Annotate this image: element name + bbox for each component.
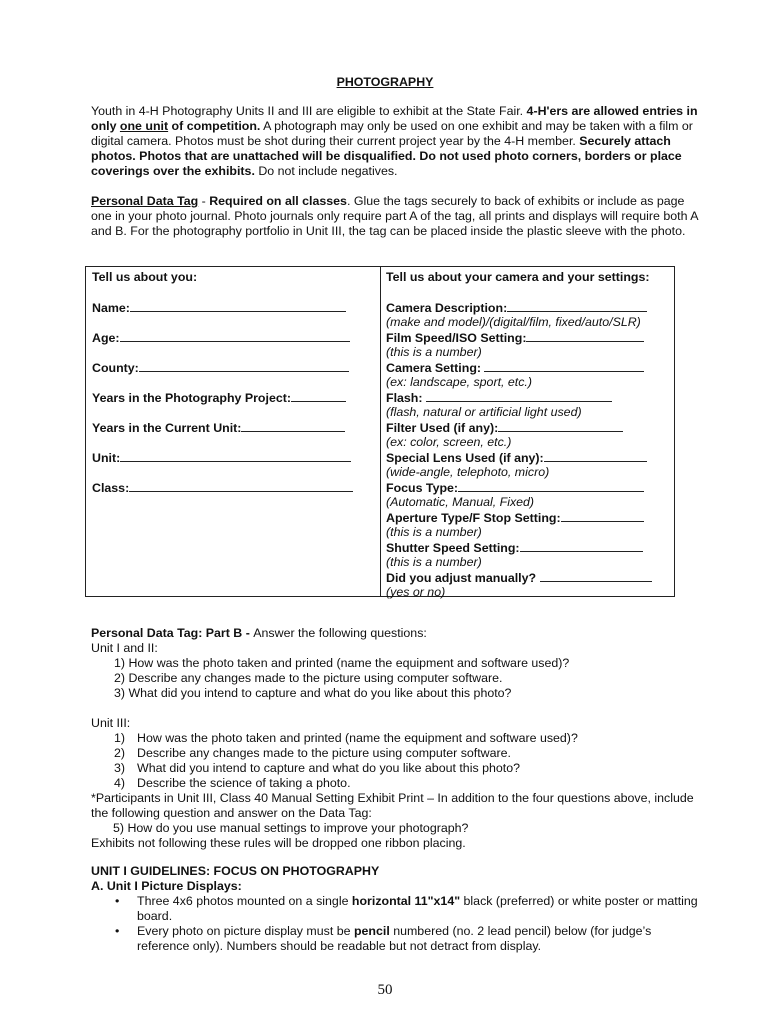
aperture-hint: (this is a number) — [386, 525, 482, 539]
intro-warning: Securely attach photos. Photos that are unattached will be disqualified. Do not used photo corners, borders or place coverings over the exhibits. — [91, 134, 682, 178]
data-tag-dash: - — [198, 194, 210, 208]
bullet-icon: • — [115, 924, 120, 938]
flash-hint: (flash, natural or artificial light used) — [386, 405, 582, 419]
years-project-field[interactable]: Years in the Photography Project: — [92, 390, 372, 405]
shutter-speed-field[interactable]: Shutter Speed Setting: — [386, 540, 671, 555]
name-blank[interactable] — [130, 300, 346, 312]
intro-bold: 4-H'ers are allowed entries in only — [91, 104, 698, 133]
right-heading: Tell us about your camera and your settings: — [386, 270, 650, 284]
intro-paragraph — [91, 104, 703, 179]
unit3-question-5: 5) How do you use manual settings to improve your photograph? — [113, 821, 469, 835]
flash-field[interactable]: Flash: — [386, 390, 671, 405]
unit3-question: 3) What did you intend to capture and what do you like about this photo? — [114, 761, 520, 775]
shutter-speed-hint: (this is a number) — [386, 555, 482, 569]
intro-text: Youth in 4-H Photography Units II and III are eligible to exhibit at the State Fair. — [91, 104, 527, 118]
form-divider — [380, 267, 381, 596]
unit12-question: 2) Describe any changes made to the picture using computer software. — [114, 671, 503, 685]
unit3-question: 1) How was the photo taken and printed (name the equipment and software used)? — [114, 731, 578, 745]
age-blank[interactable] — [120, 330, 350, 342]
aperture-field[interactable]: Aperture Type/F Stop Setting: — [386, 510, 671, 525]
years-unit-field[interactable]: Years in the Current Unit: — [92, 420, 372, 435]
camera-description-field[interactable]: Camera Description: — [386, 300, 671, 315]
unit12-question: 3) What did you intend to capture and what do you like about this photo? — [114, 686, 512, 700]
unit12-question: 1) How was the photo taken and printed (name the equipment and software used)? — [114, 656, 570, 670]
page-title: PHOTOGRAPHY — [336, 75, 434, 89]
unit-blank[interactable] — [120, 450, 351, 462]
filter-blank[interactable] — [498, 420, 623, 432]
filter-field[interactable]: Filter Used (if any): — [386, 420, 671, 435]
unit3-question: 2) Describe any changes made to the picture using computer software. — [114, 746, 511, 760]
unit12-label: Unit I and II: — [91, 641, 158, 655]
focus-type-field[interactable]: Focus Type: — [386, 480, 671, 495]
county-blank[interactable] — [139, 360, 349, 372]
age-field[interactable]: Age: — [92, 330, 372, 345]
form-right-column — [386, 270, 671, 600]
intro-text-3: Do not include negatives. — [254, 164, 398, 178]
intro-bold-2: of competition. — [168, 119, 261, 133]
data-tag-required: Required on all classes — [209, 194, 347, 208]
years-project-blank[interactable] — [291, 390, 346, 402]
camera-setting-hint: (ex: landscape, sport, etc.) — [386, 375, 533, 389]
left-heading: Tell us about you: — [92, 270, 198, 284]
guidelines-section — [91, 864, 703, 954]
years-unit-blank[interactable] — [241, 420, 345, 432]
adjust-manually-blank[interactable] — [540, 570, 652, 582]
guideline-bullet: • Every photo on picture display must be pencil numbered (no. 2 lead pencil) below (for judge’s reference only). Numbers should be readable but not detract from display. — [115, 924, 652, 953]
special-lens-field[interactable]: Special Lens Used (if any): — [386, 450, 671, 465]
film-speed-hint: (this is a number) — [386, 345, 482, 359]
rules-warning: Exhibits not following these rules will be dropped one ribbon placing. — [91, 836, 466, 850]
adjust-manually-field[interactable]: Did you adjust manually? — [386, 570, 671, 585]
unit-field[interactable]: Unit: — [92, 450, 372, 465]
film-speed-blank[interactable] — [526, 330, 644, 342]
special-lens-blank[interactable] — [544, 450, 647, 462]
unit3-label: Unit III: — [91, 716, 131, 730]
camera-setting-field[interactable]: Camera Setting: — [386, 360, 671, 375]
class-field[interactable]: Class: — [92, 480, 372, 495]
focus-type-blank[interactable] — [458, 480, 644, 492]
camera-setting-blank[interactable] — [484, 360, 644, 372]
filter-hint: (ex: color, screen, etc.) — [386, 435, 512, 449]
part-b-intro: Answer the following questions: — [253, 626, 427, 640]
name-field[interactable]: Name: — [92, 300, 372, 315]
shutter-speed-blank[interactable] — [520, 540, 643, 552]
unit3-question: 4) Describe the science of taking a photo. — [114, 776, 351, 790]
guideline-bullet: • Three 4x6 photos mounted on a single horizontal 11"x14" black (preferred) or white poster or matting board. — [115, 894, 698, 923]
intro-bold-underline: one unit — [119, 119, 169, 133]
flash-blank[interactable] — [426, 390, 612, 402]
special-lens-hint: (wide-angle, telephoto, micro) — [386, 465, 550, 479]
data-tag-text: . Glue the tags securely to back of exhibits or include as page one in your photo journal. Photo journals only require part A of the tag, all prints and displays will require both A and B. For the photography portfolio in Unit III, the tag can be placed inside the plastic sleeve with the photo. — [91, 194, 698, 238]
aperture-blank[interactable] — [561, 510, 644, 522]
form-left-column — [92, 270, 372, 495]
film-speed-field[interactable]: Film Speed/ISO Setting: — [386, 330, 671, 345]
guidelines-heading: UNIT I GUIDELINES: FOCUS ON PHOTOGRAPHY — [91, 864, 380, 878]
data-tag-paragraph — [91, 194, 703, 239]
page-number: 50 — [377, 982, 393, 998]
part-b-section — [91, 626, 703, 851]
intro-text-2: A photograph may only be used on one exhibit and may be taken with a film or digital camera. Photos must be shot during their current project year by the 4-H member. — [91, 119, 693, 148]
focus-type-hint: (Automatic, Manual, Fixed) — [386, 495, 535, 509]
adjust-manually-hint: (yes or no) — [386, 585, 446, 599]
county-field[interactable]: County: — [92, 360, 372, 375]
class-blank[interactable] — [129, 480, 353, 492]
camera-description-blank[interactable] — [507, 300, 647, 312]
data-tag-heading: Personal Data Tag — [91, 194, 199, 208]
class40-note: *Participants in Unit III, Class 40 Manual Setting Exhibit Print – In addition to the four questions above, include the following question and answer on the Data Tag: — [91, 791, 694, 820]
bullet-icon: • — [115, 894, 120, 908]
data-tag-form — [85, 266, 675, 597]
guidelines-subheading: A. Unit I Picture Displays: — [91, 879, 242, 893]
part-b-heading: Personal Data Tag: Part B - — [91, 626, 254, 640]
camera-description-hint: (make and model)/(digital/film, fixed/auto/SLR) — [386, 315, 641, 329]
